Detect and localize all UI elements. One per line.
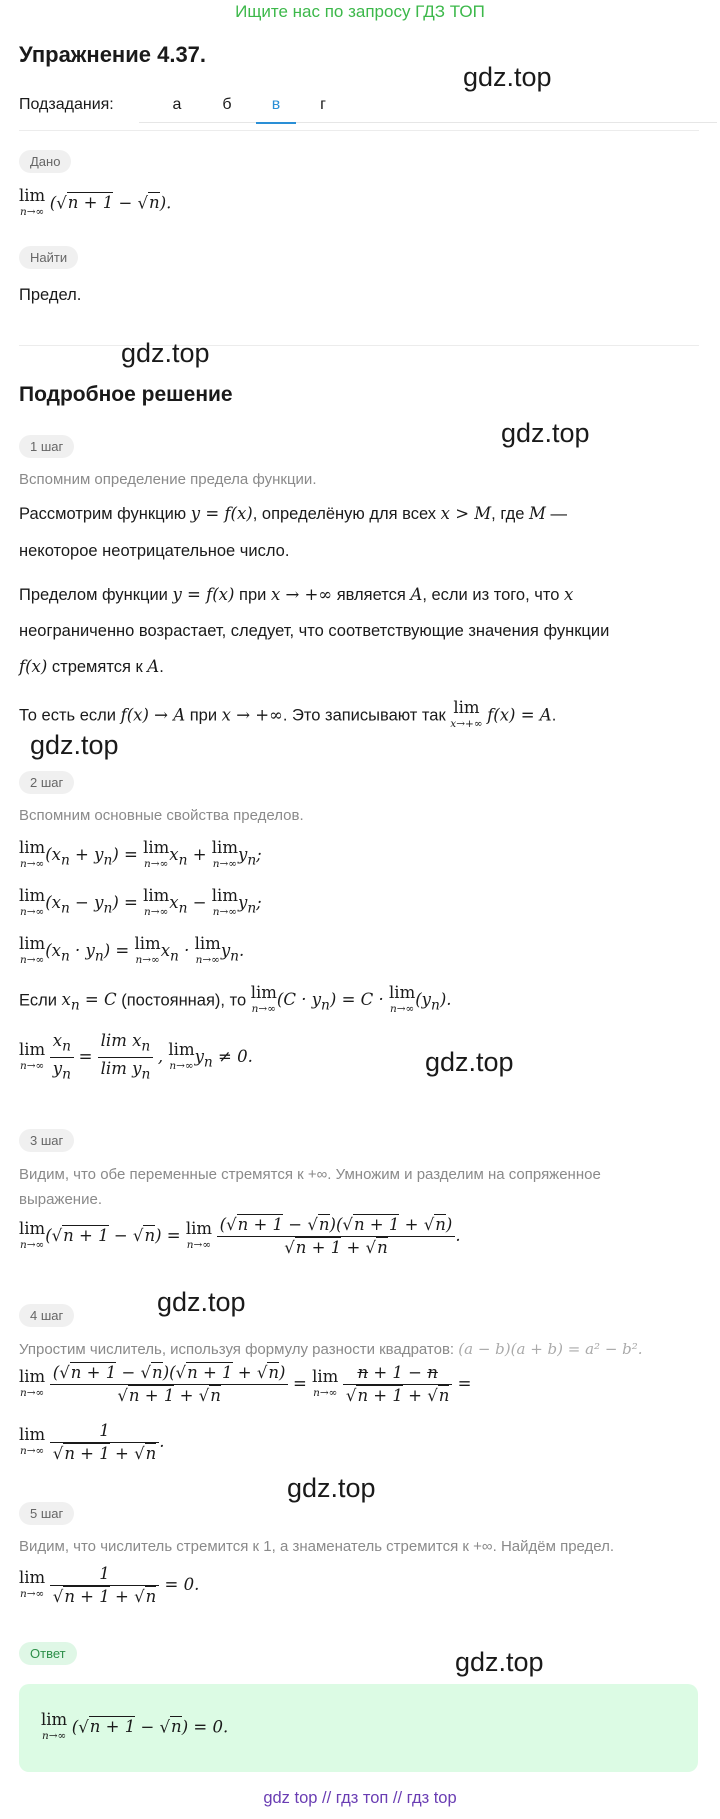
property-quotient: lim n→∞ $\frac{x_n}{y_n}$ = $\frac{\lim x_n}{\lim y_n}$ , lim n→∞ $y_n \ne 0$. [19, 1031, 253, 1083]
step5-formula: lim n→∞ $\frac{1}{√n + 1 + √n}$ = 0. [19, 1564, 200, 1606]
step4-formula-cont: lim n→∞ $\frac{1}{√n + 1 + √n}$ . [19, 1421, 165, 1463]
watermark: gdz.top [30, 730, 119, 760]
footer-links[interactable]: gdz top // гдз топ // гдз top [263, 1789, 457, 1807]
watermark: gdz.top [121, 338, 210, 368]
step-badge: 1 шаг [19, 435, 74, 458]
lim-subscript: n→∞ [19, 206, 45, 218]
property-sum: lim n→∞ $(x_n + y_n) = \lim$ n→∞ $x_n + \lim$ n→∞ $y_n$; [19, 838, 262, 870]
property-constant: Если $x_n = C$ (постоянная), то lim n→∞ $(C \cdot y_n) = C \cdot \lim$ n→∞ $(y_n)$. [19, 983, 452, 1015]
watermark: gdz.top [157, 1287, 246, 1317]
step-hint-cont: выражение. [19, 1191, 102, 1208]
step-hint: Вспомним основные свойства пределов. [19, 807, 304, 824]
tab-b[interactable]: б [222, 96, 232, 113]
step1-line2: некоторое неотрицательное число. [19, 542, 290, 560]
find-text: Предел. [19, 286, 82, 304]
answer-badge: Ответ [19, 1642, 77, 1665]
subtask-tabs [19, 90, 699, 124]
search-banner[interactable]: Ищите нас по запросу ГДЗ ТОП [235, 2, 485, 21]
watermark: gdz.top [463, 62, 552, 92]
tab-divider [139, 122, 717, 123]
step1-line5: f(x) стремятся к A. [19, 657, 164, 676]
step1-line4: неограниченно возрастает, следует, что соответствующие значения функции [19, 622, 610, 640]
given-badge: Дано [19, 150, 71, 173]
answer-box [19, 1684, 698, 1772]
step-badge: 5 шаг [19, 1502, 74, 1525]
solution-heading: Подробное решение [19, 383, 233, 406]
step-hint: Вспомним определение предела функции. [19, 471, 317, 488]
step-hint: Видим, что числитель стремится к 1, а знаменатель стремится к +∞. Найдём предел. [19, 1538, 615, 1555]
step-badge: 3 шаг [19, 1129, 74, 1152]
divider [19, 130, 699, 131]
watermark: gdz.top [287, 1473, 376, 1503]
given-formula: lim n→∞ (√n + 1 − √n). [19, 186, 172, 218]
page-title: Упражнение 4.37. [19, 42, 207, 67]
find-badge: Найти [19, 246, 78, 269]
step-badge: 2 шаг [19, 771, 74, 794]
step-hint: Видим, что обе переменные стремятся к +∞. Умножим и разделим на сопряженное [19, 1166, 601, 1183]
step1-line6: То есть если f(x) → A при x → +∞. Это записывают так lim x→+∞ f(x) = A. [19, 698, 557, 730]
answer-formula: lim n→∞ (√n + 1 − √n) = 0. [41, 1710, 229, 1742]
watermark: gdz.top [455, 1647, 544, 1677]
step4-formula: lim n→∞ $\frac{(√n + 1 - √n)(√n + 1 + √n)}{√n + 1 + √n}$ = lim n→∞ $\frac{n + 1 - n}{√n + 1 + √n}$ = [19, 1363, 472, 1405]
property-diff: lim n→∞ $(x_n - y_n) = \lim$ n→∞ $x_n - \lim$ n→∞ $y_n$; [19, 886, 262, 918]
step1-line3: Пределом функции y = f(x) при x → +∞ является A, если из того, что x [19, 585, 574, 604]
watermark: gdz.top [425, 1047, 514, 1077]
subtasks-label: Подзадания: [19, 96, 114, 113]
property-product: lim n→∞ $(x_n \cdot y_n) = \lim$ n→∞ $x_n \cdot \lim$ n→∞ $y_n$. [19, 934, 245, 966]
step3-formula: lim n→∞ (√n + 1 − √n) = lim n→∞ $\frac{(√n + 1 - √n)(√n + 1 + √n)}{√n + 1 + √n}$ . [19, 1215, 461, 1257]
tab-a[interactable]: а [172, 96, 182, 113]
step1-line1: Рассмотрим функцию y = f(x), определёную для всех x > M, где M — [19, 504, 568, 523]
tab-v[interactable]: в [256, 96, 296, 114]
step-badge: 4 шаг [19, 1304, 74, 1327]
tab-g[interactable]: г [320, 96, 326, 113]
watermark: gdz.top [501, 418, 590, 448]
step-hint: Упростим числитель, используя формулу разности квадратов: (a − b)(a + b) = a² − b². [19, 1340, 643, 1358]
